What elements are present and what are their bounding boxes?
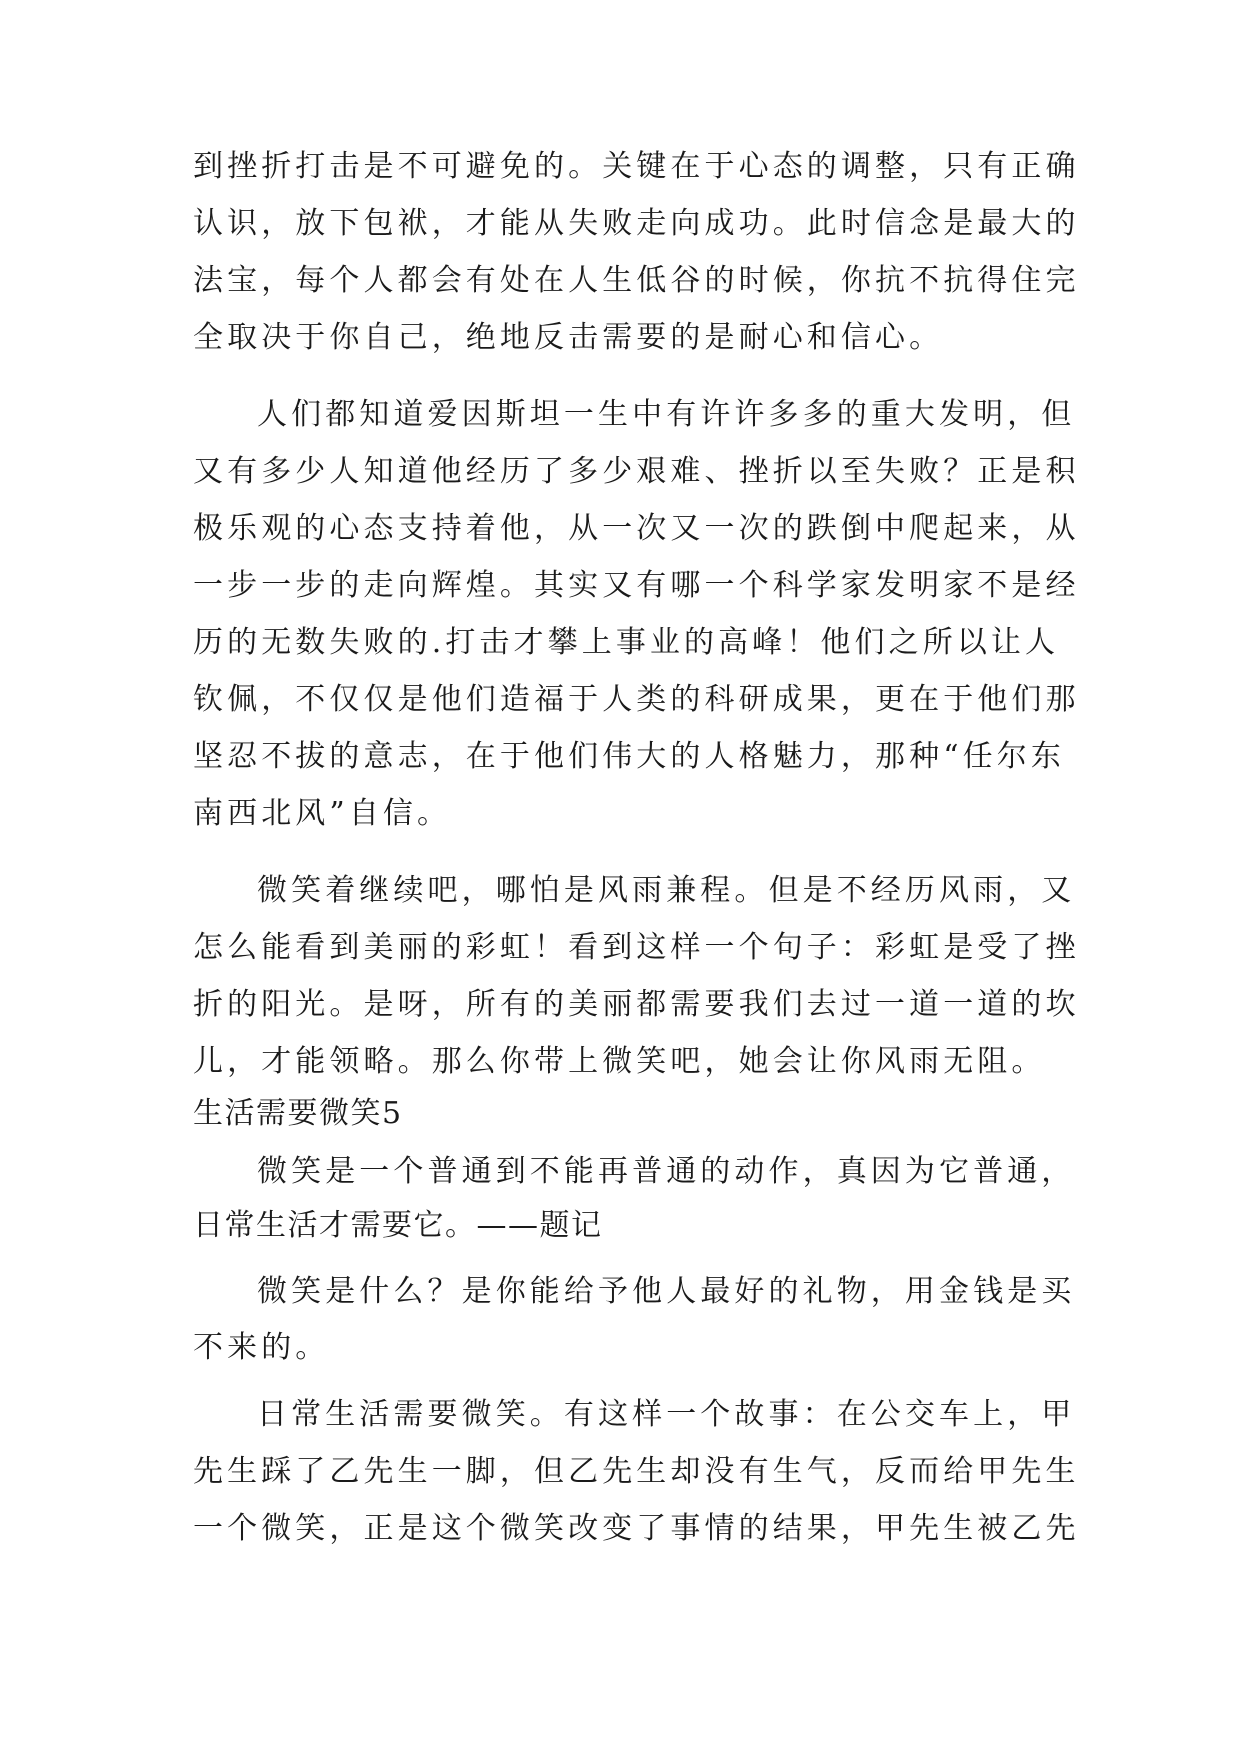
text-line: 一个微笑，正是这个微笑改变了事情的结果，甲先生被乙先 xyxy=(193,1511,1080,1546)
text-line: 又有多少人知道他经历了多少艰难、挫折以至失败？正是积 xyxy=(193,454,1080,489)
text-line: 到挫折打击是不可避免的。关键在于心态的调整，只有正确 xyxy=(193,149,1080,184)
text-line: 怎么能看到美丽的彩虹！看到这样一个句子：彩虹是受了挫 xyxy=(193,930,1080,965)
text-line: 微笑着继续吧，哪怕是风雨兼程。但是不经历风雨，又 xyxy=(257,873,1076,908)
text-line: 日常生活需要微笑。有这样一个故事：在公交车上，甲 xyxy=(257,1397,1076,1432)
text-line: 坚忍不拔的意志，在于他们伟大的人格魅力，那种“任尔东 xyxy=(193,739,1065,774)
text-line: 南西北风”自信。 xyxy=(193,796,452,831)
text-line: 认识，放下包袱，才能从失败走向成功。此时信念是最大的 xyxy=(193,206,1080,241)
text-line: 日常生活才需要它。——题记 xyxy=(193,1208,603,1243)
text-line: 人们都知道爱因斯坦一生中有许许多多的重大发明，但 xyxy=(257,397,1076,432)
text-line: 儿，才能领略。那么你带上微笑吧，她会让你风雨无阻。 xyxy=(193,1044,1046,1079)
text-line: 全取决于你自己，绝地反击需要的是耐心和信心。 xyxy=(193,320,944,355)
text-line: 极乐观的心态支持着他，从一次又一次的跌倒中爬起来，从 xyxy=(193,511,1080,546)
text-line: 法宝，每个人都会有处在人生低谷的时候，你抗不抗得住完 xyxy=(193,263,1080,298)
text-line: 历的无数失败的.打击才攀上事业的高峰！他们之所以让人 xyxy=(193,625,1060,660)
section-heading: 生活需要微笑5 xyxy=(193,1096,403,1131)
text-line: 一步一步的走向辉煌。其实又有哪一个科学家发明家不是经 xyxy=(193,568,1080,603)
text-line: 先生踩了乙先生一脚，但乙先生却没有生气，反而给甲先生 xyxy=(193,1454,1080,1489)
text-line: 不来的。 xyxy=(193,1330,330,1365)
text-line: 折的阳光。是呀，所有的美丽都需要我们去过一道一道的坎 xyxy=(193,987,1080,1022)
text-line: 微笑是什么？是你能给予他人最好的礼物，用金钱是买 xyxy=(257,1274,1076,1309)
text-line: 微笑是一个普通到不能再普通的动作，真因为它普通， xyxy=(257,1154,1076,1189)
text-line: 钦佩，不仅仅是他们造福于人类的科研成果，更在于他们那 xyxy=(193,682,1080,717)
